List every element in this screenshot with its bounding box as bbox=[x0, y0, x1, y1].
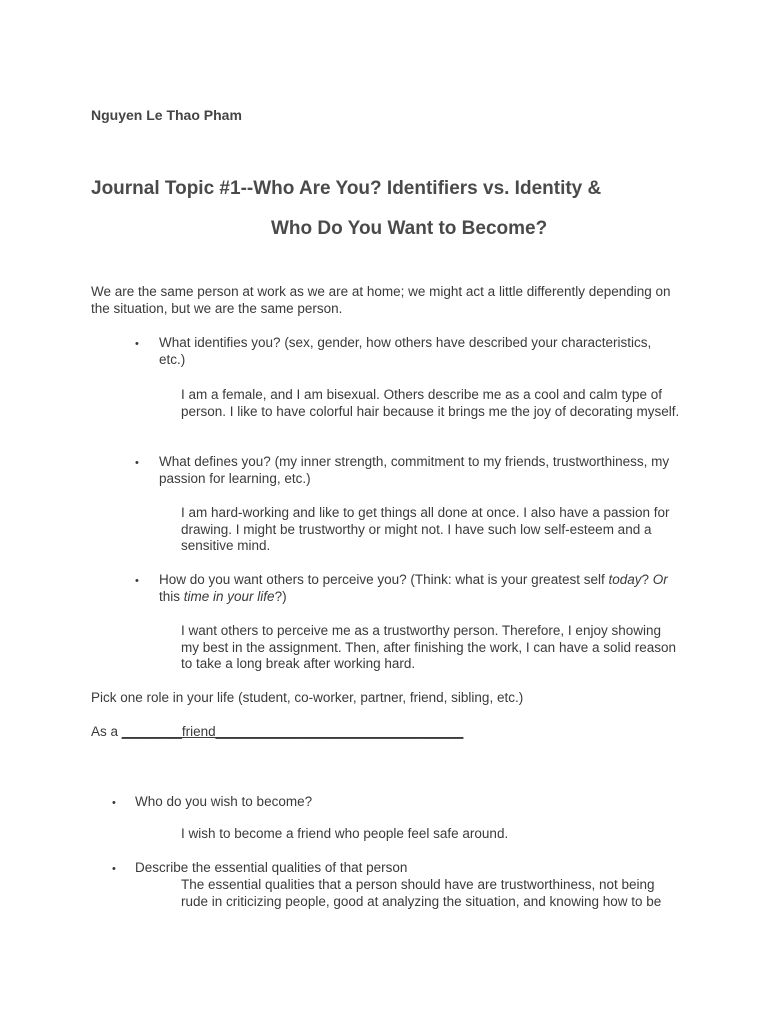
bullet-icon: • bbox=[135, 575, 139, 587]
page-title: Journal Topic #1--Who Are You? Identifiers vs. Identity & bbox=[91, 178, 602, 199]
answer-text: The essential qualities that a person should have are trustworthiness, not being rude in criticizing people, good at analyzing the situation, and knowing how to be bbox=[181, 877, 662, 909]
answer-text: I am a female, and I am bisexual. Others describe me as a cool and calm type of person. I like to have colorful hair because it brings me the joy of decorating myself. bbox=[181, 387, 680, 419]
page-subtitle: Who Do You Want to Become? bbox=[271, 218, 548, 239]
answer-text: I am hard-working and like to get things all done at once. I also have a passion for drawing. I might be trustworthy or might not. I have such low self-esteem and a sensitive mind. bbox=[181, 505, 670, 553]
question-text: What identifies you? (sex, gender, how others have described your characteristics, etc.) bbox=[159, 335, 652, 367]
role-prompt: Pick one role in your life (student, co-worker, partner, friend, sibling, etc.) bbox=[91, 690, 524, 705]
question-text: What defines you? (my inner strength, commitment to my friends, trustworthiness, my passion for learning, etc.) bbox=[159, 454, 670, 486]
answer-text: I wish to become a friend who people feel safe around. bbox=[181, 826, 509, 841]
answer-text: I want others to perceive me as a trustworthy person. Therefore, I enjoy showing my best in the assignment. Then, after finishing the work, I can have a solid reason to take a long break after working hard. bbox=[181, 623, 677, 671]
bullet-icon: • bbox=[112, 863, 116, 875]
role-fill-blank: ________friend_________________________________ bbox=[121, 724, 464, 739]
intro-paragraph: We are the same person at work as we are at home; we might act a little differently depending on the situation, but we are the same person. bbox=[91, 284, 671, 316]
question-text: Who do you wish to become? bbox=[135, 794, 313, 809]
bullet-icon: • bbox=[112, 797, 116, 809]
author-name: Nguyen Le Thao Pham bbox=[91, 107, 242, 123]
bullet-icon: • bbox=[135, 338, 139, 350]
question-text: How do you want others to perceive you? (Think: what is your greatest self today? Or this time in your life?) bbox=[159, 572, 668, 604]
role-line: As a ________friend_________________________________ bbox=[91, 724, 464, 739]
bullet-icon: • bbox=[135, 457, 139, 469]
question-text: Describe the essential qualities of that person bbox=[135, 860, 408, 875]
